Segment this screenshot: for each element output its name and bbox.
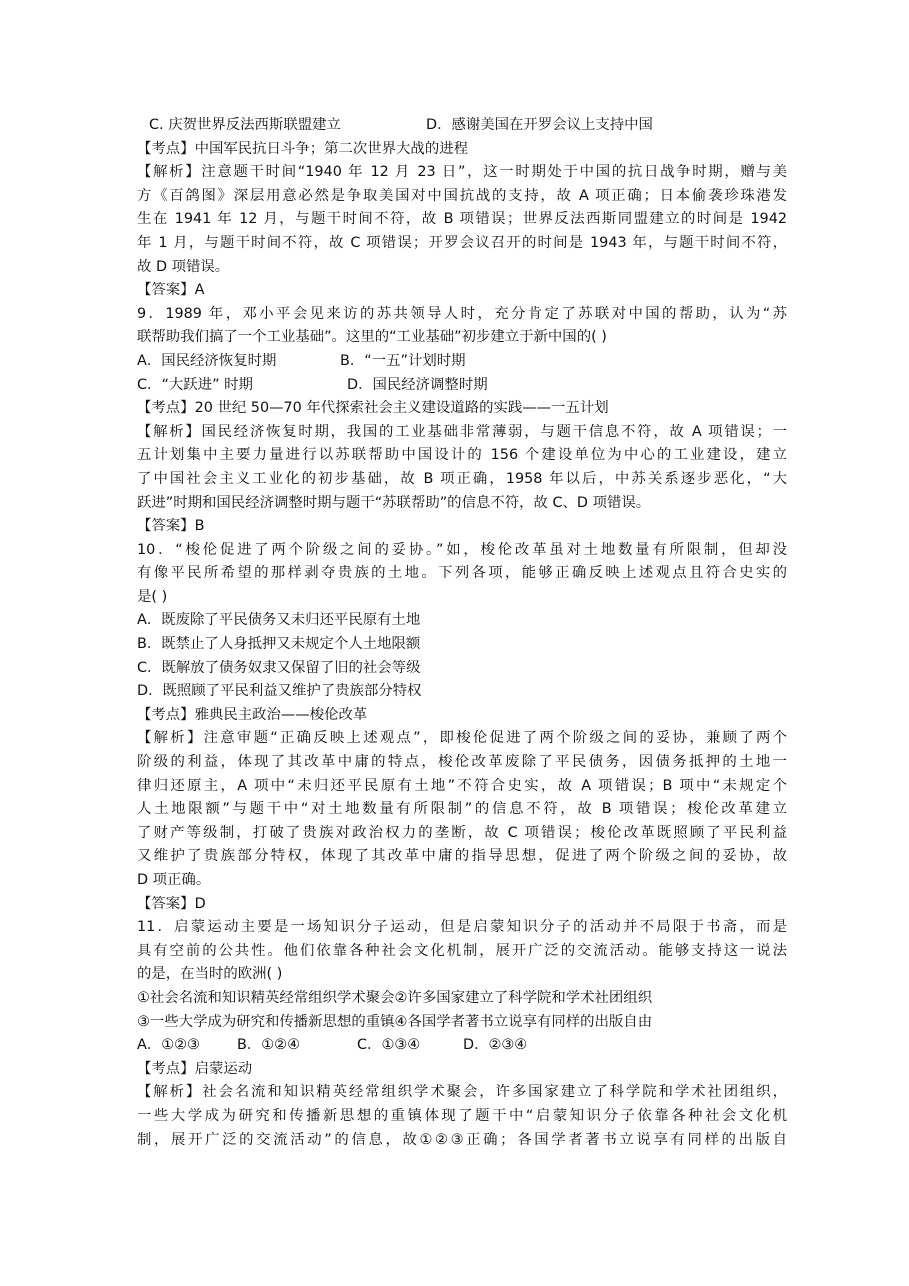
text-line: 了中国社会主义工业化的初步基础，故 B 项正确，1958 年以后，中苏关系逐步恶化，“大 xyxy=(137,470,787,487)
text-line xyxy=(137,350,787,374)
text-line xyxy=(137,114,787,138)
text-line: 方《百鸽图》深层用意必然是争取美国对中国抗战的支持，故 A 项正确；日本偷袭珍珠港发 xyxy=(137,187,787,204)
text-line: 律归还原主，A 项中“未归还平民原有土地”不符合史实，故 A 项错误；B 项中“未规定个 xyxy=(137,777,787,794)
text-line: 【解析】注意题干时间“1940 年 12 月 23 日”，这一时期处于中国的抗日战争时期，赠与美 xyxy=(137,164,787,181)
text-line: 一些大学成为研究和传播新思想的重镇体现了题干中“启蒙知识分子依靠各种社会文化机 xyxy=(137,1107,787,1124)
text-line: C．既解放了债务奴隶又保留了旧的社会等级 xyxy=(137,659,421,676)
text-line: 人土地限额”与题干中“对土地数量有所限制”的信息不符，故 B 项错误；梭伦改革建立 xyxy=(137,801,787,818)
text-segment: D．②③④ xyxy=(463,1037,528,1054)
text-line: 【考点】中国军民抗日斗争；第二次世界大战的进程 xyxy=(137,140,468,157)
text-line: 跃进”时期和国民经济调整时期与题干“苏联帮助”的信息不符，故 C、D 项错误。 xyxy=(137,494,651,511)
text-line: 具有空前的公共性。他们依靠各种社会文化机制，展开广泛的交流活动。能够支持这一说法 xyxy=(137,942,787,959)
text-segment: C．①③④ xyxy=(357,1037,421,1054)
text-line: B．既禁止了人身抵押又未规定个人土地限额 xyxy=(137,636,421,653)
text-line: 联帮助我们搞了一个工业基础”。这里的“工业基础”初步建立于新中国的( ) xyxy=(137,329,607,346)
text-line: 【解析】国民经济恢复时期，我国的工业基础非常薄弱，与题干信息不符，故 A 项错误；一 xyxy=(137,423,787,440)
text-line: 又维护了贵族部分特权，体现了其改革中庸的指导思想，促进了两个阶级之间的妥协，故 xyxy=(137,848,787,865)
text-line: ③一些大学成为研究和传播新思想的重镇④各国学者著书立说享有同样的出版自由 xyxy=(137,1013,653,1030)
text-line: 【答案】B xyxy=(137,518,205,535)
text-line: 有像平民所希望的那样剥夺贵族的土地。下列各项，能够正确反映上述观点且符合史实的 xyxy=(137,565,787,582)
text-line: 五计划集中主要力量进行以苏联帮助中国设计的 156 个建设单位为中心的工业建设，建立 xyxy=(137,447,787,464)
text-line: 生在 1941 年 12 月，与题干时间不符，故 B 项错误；世界反法西斯同盟建立的时间是 1942 xyxy=(137,211,788,228)
text-line: ①社会名流和知识精英经常组织学术聚会②许多国家建立了科学院和学术社团组织 xyxy=(137,989,653,1006)
text-line: D．既照顾了平民利益又维护了贵族部分特权 xyxy=(137,683,422,700)
text-segment: B．“一五”计划时期 xyxy=(340,352,466,369)
text-line: D 项正确。 xyxy=(137,872,211,888)
text-line: 故 D 项错误。 xyxy=(137,258,230,275)
text-segment: C. 庆贺世界反法西斯联盟建立 xyxy=(149,117,341,133)
text-line: 【答案】A xyxy=(137,282,205,299)
text-line: 9．1989 年，邓小平会见来访的苏共领导人时，充分肯定了苏联对中国的帮助，认为“苏 xyxy=(137,305,787,322)
text-line: 【考点】启蒙运动 xyxy=(137,1060,253,1077)
text-line: 阶级的利益，体现了其改革中庸的特点，梭伦改革废除了平民债务，因债务抵押的土地一 xyxy=(137,754,787,771)
text-line: 【考点】雅典民主政治——梭伦改革 xyxy=(137,706,368,723)
document-body xyxy=(137,114,787,1152)
text-line: 制，展开广泛的交流活动”的信息，故①②③正确；各国学者著书立说享有同样的出版自 xyxy=(137,1131,787,1148)
text-segment: D．国民经济调整时期 xyxy=(347,376,488,393)
text-line: 【解析】注意审题“正确反映上述观点”，即梭伦促进了两个阶级之间的妥协，兼顾了两个 xyxy=(137,730,787,747)
text-line xyxy=(137,374,787,398)
text-segment: D．感谢美国在开罗会议上支持中国 xyxy=(426,117,653,133)
text-segment: B．①②④ xyxy=(237,1037,300,1054)
text-line: 年 1 月，与题干时间不符，故 C 项错误；开罗会议召开的时间是 1943 年，与题干时间不符， xyxy=(137,234,787,251)
text-line: A．既废除了平民债务又未归还平民原有土地 xyxy=(137,612,421,629)
text-line: 了财产等级制，打破了贵族对政治权力的垄断，故 C 项错误；梭伦改革既照顾了平民利益 xyxy=(137,824,787,841)
text-segment: A．①②③ xyxy=(137,1037,200,1054)
text-line: 的是，在当时的欧洲( ) xyxy=(137,966,283,983)
text-line: 【解析】社会名流和知识精英经常组织学术聚会，许多国家建立了科学院和学术社团组织， xyxy=(137,1084,787,1101)
text-line: 是( ) xyxy=(137,588,168,605)
text-line: 【考点】20 世纪 50—70 年代探索社会主义建设道路的实践——一五计划 xyxy=(137,400,609,417)
text-segment: C．“大跃进” 时期 xyxy=(137,376,253,393)
text-line xyxy=(137,1034,787,1058)
text-line: 10．“梭伦促进了两个阶级之间的妥协。”如，梭伦改革虽对土地数量有所限制，但却没 xyxy=(137,541,787,558)
text-segment: A．国民经济恢复时期 xyxy=(137,352,277,369)
text-line: 11．启蒙运动主要是一场知识分子运动，但是启蒙知识分子的活动并不局限于书斋，而是 xyxy=(137,919,787,936)
text-line: 【答案】D xyxy=(137,895,206,912)
